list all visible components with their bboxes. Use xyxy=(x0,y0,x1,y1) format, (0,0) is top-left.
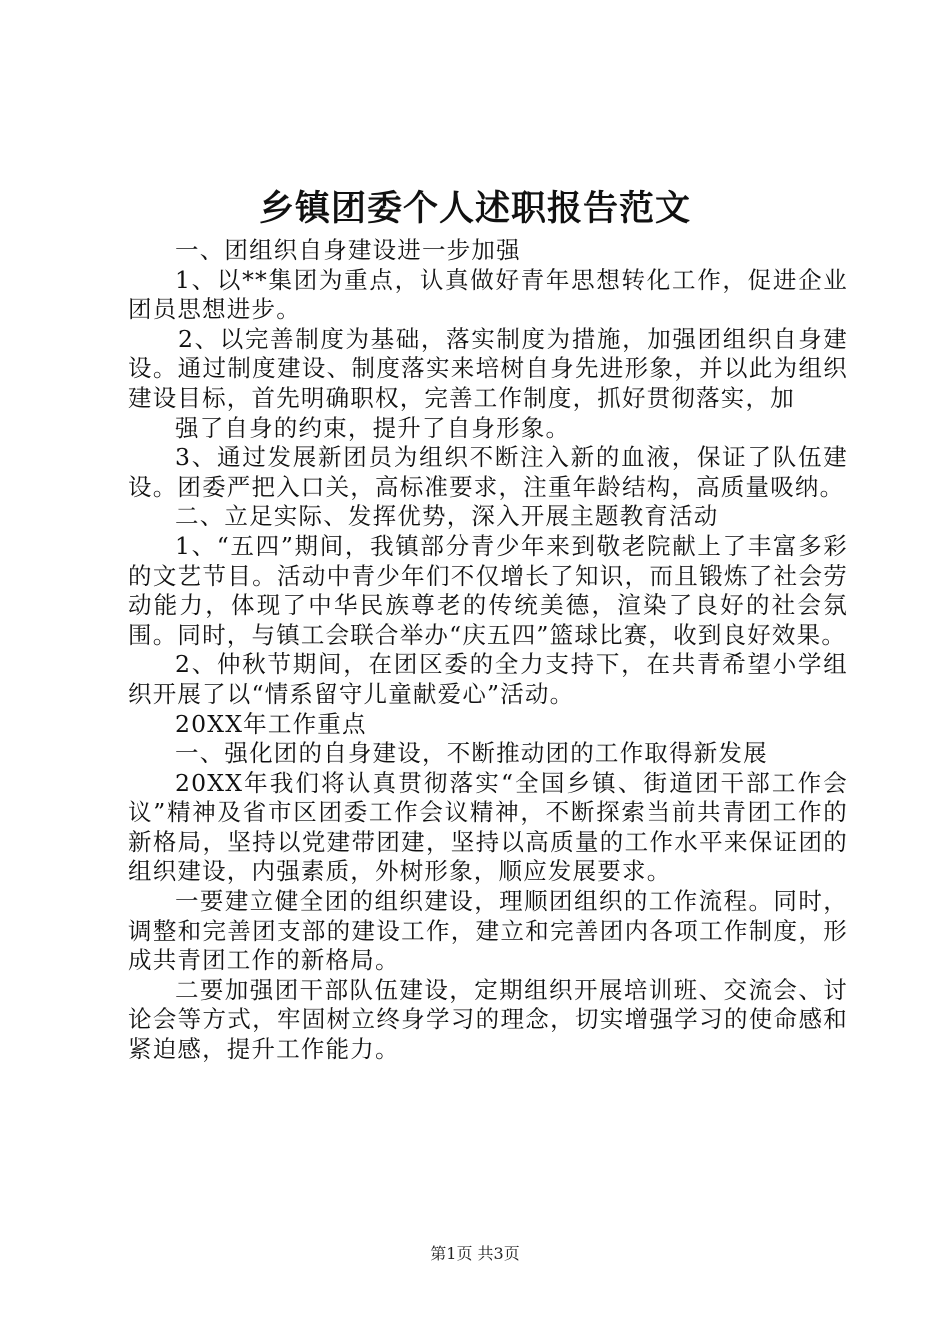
document-title: 乡镇团委个人述职报告范文 xyxy=(258,188,691,229)
paragraph-4: 3、通过发展新团员为组织不断注入新的血液，保证了队伍建设。团委严把入口关，高标准要求，注重年龄结构，高质量吸纳。 xyxy=(128,443,848,501)
section-heading-2: 二、立足实际、发挥优势，深入开展主题教育活动 xyxy=(175,502,719,531)
paragraph-6: 2、仲秋节期间，在团区委的全力支持下，在共青希望小学组织开展了以“情系留守儿童献爱心”活动。 xyxy=(128,650,848,708)
document-body xyxy=(128,236,848,1065)
paragraph-2: 2、以完善制度为基础，落实制度为措施，加强团组织自身建设。通过制度建设、制度落实来培树自身先进形象，并以此为组织建设目标，首先明确职权，完善工作制度，抓好贯彻落实，加 xyxy=(128,324,848,412)
paragraph-9: 二要加强团干部队伍建设，定期组织开展培训班、交流会、讨论会等方式，牢固树立终身学习的理念，切实增强学习的使命感和紧迫感，提升工作能力。 xyxy=(128,975,848,1064)
paragraph-1: 1、以**集团为重点，认真做好青年思想转化工作，促进企业团员思想进步。 xyxy=(128,265,848,324)
section-heading-3: 20XX年工作重点 xyxy=(175,709,367,738)
paragraph-5: 1、“五四”期间，我镇部分青少年来到敬老院献上了丰富多彩的文艺节目。活动中青少年们不仅增长了知识，而且锻炼了社会劳动能力，体现了中华民族尊老的传统美德，渲染了良好的社会氛围。同时，与镇工会联合举办“庆五四”篮球比赛，收到良好效果。 xyxy=(128,531,848,649)
section-heading-1: 一、团组织自身建设进一步加强 xyxy=(175,236,521,264)
paragraph-7: 20XX年我们将认真贯彻落实“全国乡镇、街道团干部工作会议”精神及省市区团委工作会议精神，不断探索当前共青团工作的新格局，坚持以党建带团建，坚持以高质量的工作水平来保证团的组织建设，内强素质，外树形象，顺应发展要求。 xyxy=(128,768,848,886)
paragraph-3: 强了自身的约束，提升了自身形象。 xyxy=(175,413,571,442)
page-number: 第1页 共3页 xyxy=(430,1244,520,1263)
section-heading-4: 一、强化团的自身建设，不断推动团的工作取得新发展 xyxy=(175,739,768,768)
paragraph-8: 一要建立健全团的组织建设，理顺团组织的工作流程。同时，调整和完善团支部的建设工作，建立和完善团内各项工作制度，形成共青团工作的新格局。 xyxy=(128,887,848,975)
